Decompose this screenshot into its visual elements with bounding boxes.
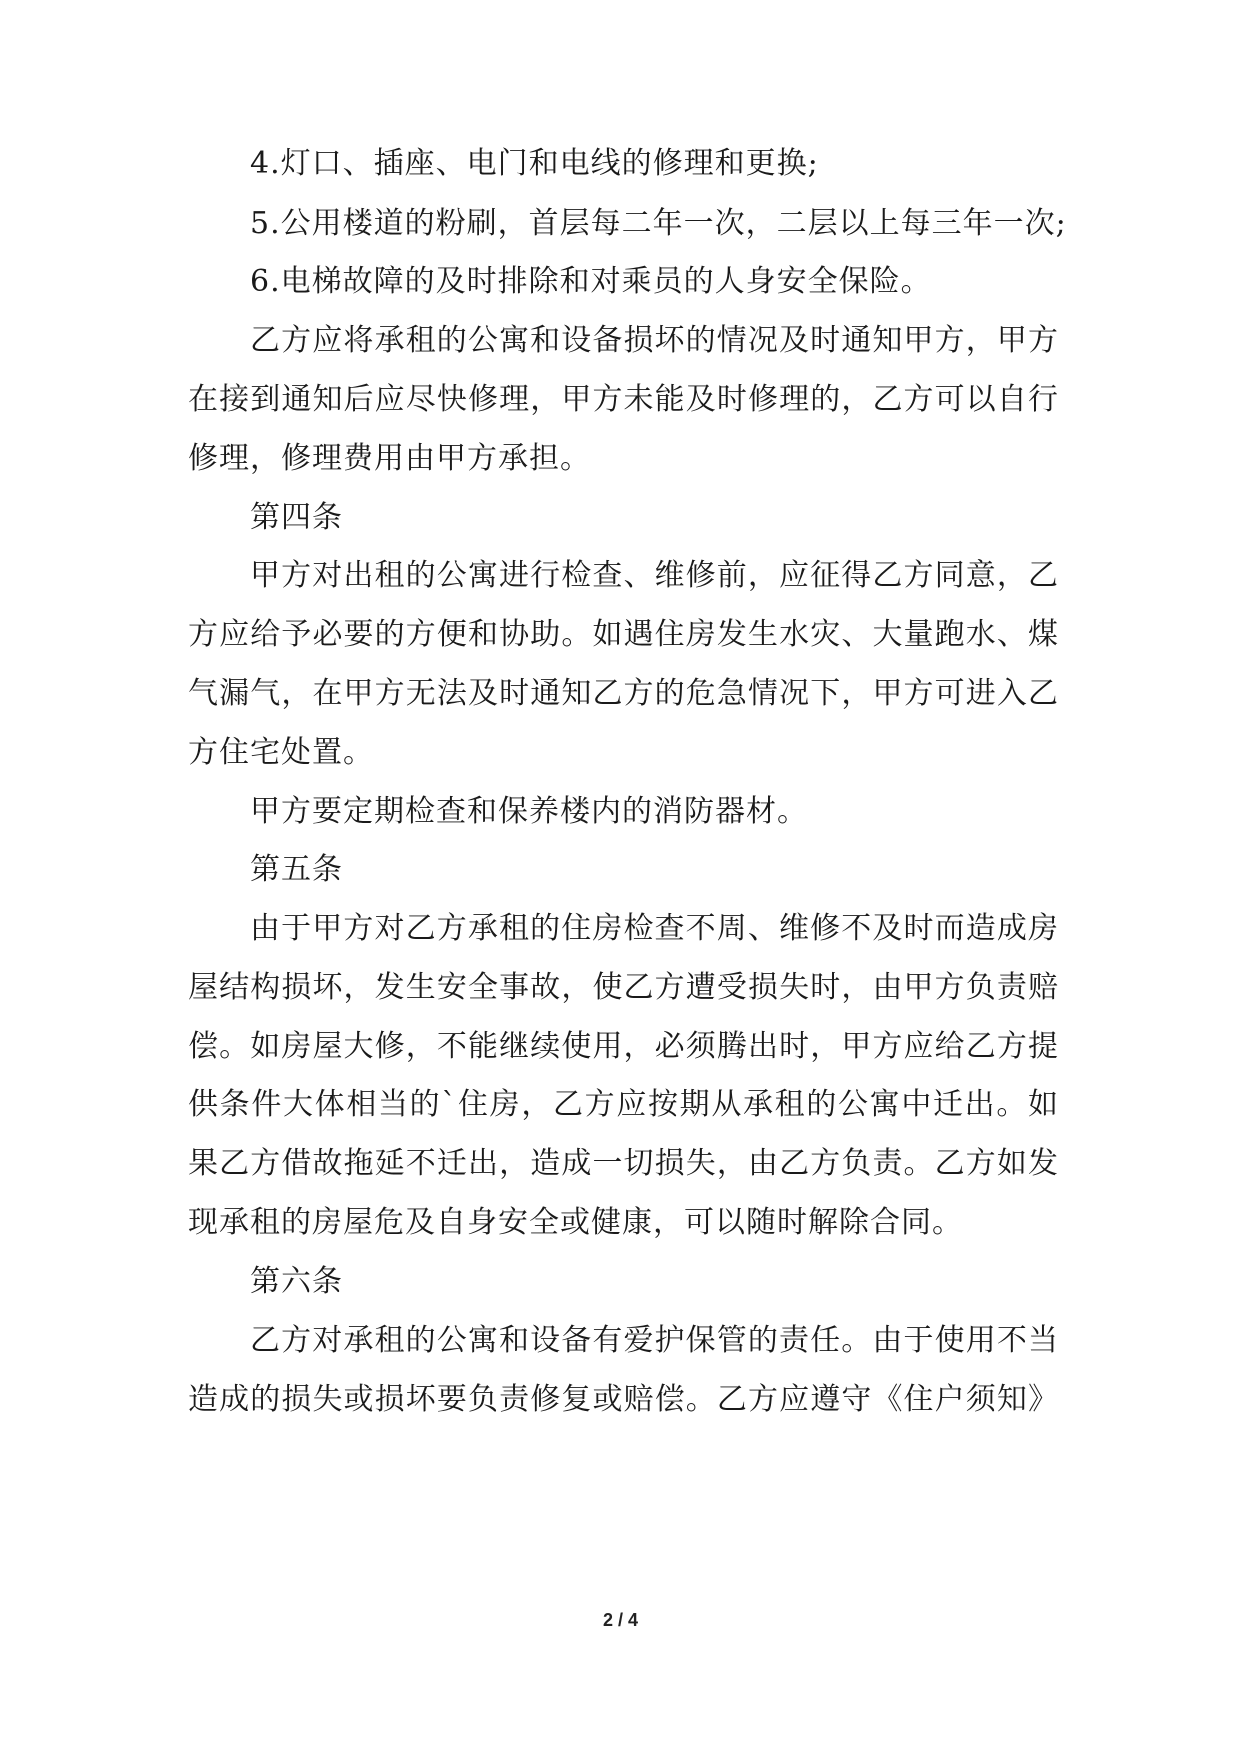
text-line: 方住宅处置。 xyxy=(188,735,374,770)
section-heading: 第五条 xyxy=(250,852,343,887)
section-heading: 第四条 xyxy=(250,500,343,535)
text-line: 造成的损失或损坏要负责修复或赔偿。乙方应遵守《住户须知》 xyxy=(188,1382,1058,1417)
section-heading: 第六条 xyxy=(250,1264,343,1299)
text-line: 气漏气，在甲方无法及时通知乙方的危急情况下，甲方可进入乙 xyxy=(188,676,1058,711)
text-line: 方应给予必要的方便和协助。如遇住房发生水灾、大量跑水、煤 xyxy=(188,617,1058,652)
text-line: 现承租的房屋危及自身安全或健康，可以随时解除合同。 xyxy=(188,1205,963,1240)
text-line: 屋结构损坏，发生安全事故，使乙方遭受损失时，由甲方负责赔 xyxy=(188,970,1058,1005)
text-line: 5.公用楼道的粉刷，首层每二年一次，二层以上每三年一次; xyxy=(250,206,1067,241)
text-line: 修理，修理费用由甲方承担。 xyxy=(188,441,591,476)
text-line: 甲方对出租的公寓进行检查、维修前，应征得乙方同意，乙 xyxy=(250,558,1058,593)
text-line: 供条件大体相当的`住房，乙方应按期从承租的公寓中迁出。如 xyxy=(188,1087,1058,1122)
text-line: 在接到通知后应尽快修理，甲方未能及时修理的，乙方可以自行 xyxy=(188,382,1058,417)
page-number: 2 / 4 xyxy=(602,1610,639,1630)
text-line: 6.电梯故障的及时排除和对乘员的人身安全保险。 xyxy=(250,264,932,299)
text-line: 偿。如房屋大修，不能继续使用，必须腾出时，甲方应给乙方提 xyxy=(188,1029,1058,1064)
text-line: 由于甲方对乙方承租的住房检查不周、维修不及时而造成房 xyxy=(250,911,1058,946)
text-line: 甲方要定期检查和保养楼内的消防器材。 xyxy=(250,794,808,829)
text-line: 乙方对承租的公寓和设备有爱护保管的责任。由于使用不当 xyxy=(250,1323,1058,1358)
text-line: 乙方应将承租的公寓和设备损坏的情况及时通知甲方，甲方 xyxy=(250,323,1058,358)
text-line: 果乙方借故拖延不迁出，造成一切损失，由乙方负责。乙方如发 xyxy=(188,1146,1058,1181)
text-line: 4.灯口、插座、电门和电线的修理和更换; xyxy=(250,146,819,181)
